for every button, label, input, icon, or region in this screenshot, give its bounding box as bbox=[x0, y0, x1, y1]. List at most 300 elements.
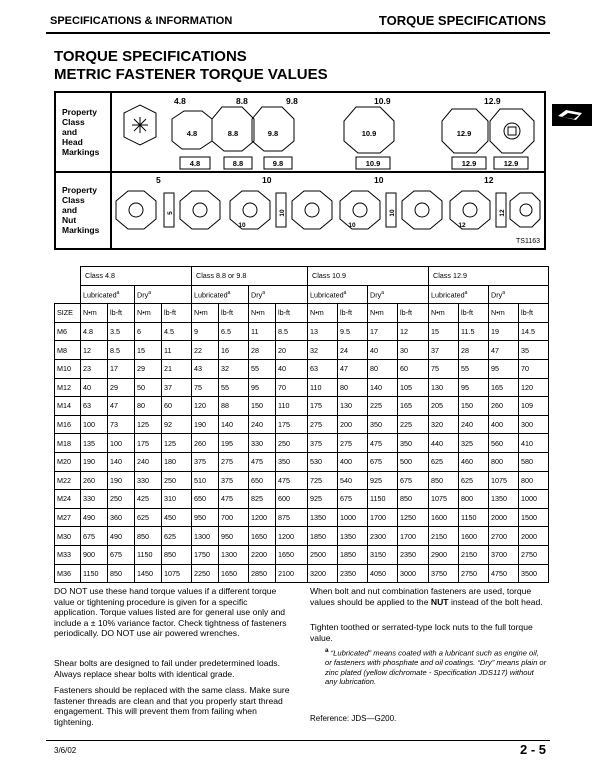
page-header bbox=[46, 12, 550, 34]
stamp-text: 12 bbox=[499, 209, 506, 217]
torque-cell: 1650 bbox=[276, 545, 308, 564]
torque-cell: 16 bbox=[219, 341, 249, 360]
torque-cell: 700 bbox=[219, 508, 249, 527]
torque-cell: 4050 bbox=[368, 564, 398, 583]
class-header: Class 8.8 or 9.8 bbox=[192, 267, 308, 286]
torque-cell: 2500 bbox=[308, 545, 338, 564]
size-cell: M12 bbox=[55, 378, 81, 397]
torque-cell: 11 bbox=[162, 341, 192, 360]
torque-cell: 925 bbox=[308, 490, 338, 509]
torque-cell: 80 bbox=[368, 359, 398, 378]
torque-cell: 310 bbox=[162, 490, 192, 509]
torque-cell: 24 bbox=[338, 341, 368, 360]
torque-cell: 190 bbox=[192, 415, 219, 434]
torque-cell: 800 bbox=[519, 471, 549, 490]
torque-cell: 500 bbox=[398, 452, 429, 471]
torque-cell: 105 bbox=[398, 378, 429, 397]
torque-cell: 900 bbox=[81, 545, 108, 564]
stamp-text: 9.8 bbox=[267, 129, 279, 138]
size-cell: M20 bbox=[55, 452, 81, 471]
torque-cell: 43 bbox=[192, 359, 219, 378]
unit-header-row bbox=[55, 304, 549, 323]
torque-cell: 925 bbox=[368, 471, 398, 490]
torque-cell: 60 bbox=[398, 359, 429, 378]
paragraph-lock-nuts: Tighten toothed or serrated-type lock nuts to the full torque value. bbox=[310, 622, 533, 643]
torque-cell: 37 bbox=[429, 341, 459, 360]
torque-cell: 1300 bbox=[192, 527, 219, 546]
torque-cell: 490 bbox=[108, 527, 135, 546]
torque-cell: 625 bbox=[135, 508, 162, 527]
torque-cell: 825 bbox=[249, 490, 276, 509]
torque-cell: 650 bbox=[249, 471, 276, 490]
torque-cell: 47 bbox=[489, 341, 519, 360]
torque-cell: 1200 bbox=[276, 527, 308, 546]
torque-cell: 109 bbox=[519, 397, 549, 416]
torque-cell: 20 bbox=[276, 341, 308, 360]
torque-cell: 110 bbox=[308, 378, 338, 397]
torque-cell: 1075 bbox=[429, 490, 459, 509]
stamp-text: 10 bbox=[348, 222, 356, 229]
torque-cell: 8.5 bbox=[276, 322, 308, 341]
page-subtitle: METRIC FASTENER TORQUE VALUES bbox=[54, 66, 328, 83]
torque-cell: 29 bbox=[108, 378, 135, 397]
torque-cell: 2350 bbox=[398, 545, 429, 564]
lube-header: Lubricated$^a$ bbox=[308, 285, 368, 304]
torque-cell: 37 bbox=[162, 378, 192, 397]
torque-cell: 35 bbox=[519, 341, 549, 360]
table-row bbox=[55, 397, 549, 416]
torque-cell: 1150 bbox=[459, 508, 489, 527]
torque-cell: 190 bbox=[108, 471, 135, 490]
torque-cell: 275 bbox=[219, 452, 249, 471]
torque-cell: 2100 bbox=[276, 564, 308, 583]
stamp-text: 10 bbox=[238, 222, 246, 229]
torque-cell: 125 bbox=[162, 434, 192, 453]
torque-cell: 410 bbox=[519, 434, 549, 453]
torque-cell: 110 bbox=[276, 397, 308, 416]
torque-cell: 1600 bbox=[459, 527, 489, 546]
torque-cell: 350 bbox=[368, 415, 398, 434]
head-markings-label: Property Class and Head Markings bbox=[62, 107, 100, 157]
torque-cell: 40 bbox=[81, 378, 108, 397]
torque-cell: 1350 bbox=[308, 508, 338, 527]
torque-cell: 530 bbox=[308, 452, 338, 471]
size-cell: M30 bbox=[55, 527, 81, 546]
torque-cell: 475 bbox=[219, 490, 249, 509]
torque-cell: 240 bbox=[459, 415, 489, 434]
page-title: TORQUE SPECIFICATIONS bbox=[54, 48, 247, 65]
torque-cell: 2250 bbox=[192, 564, 219, 583]
stamp-text: 4.8 bbox=[189, 159, 201, 168]
torque-cell: 3000 bbox=[398, 564, 429, 583]
torque-cell: 675 bbox=[108, 545, 135, 564]
dry-header: Dry$^a$ bbox=[135, 285, 192, 304]
torque-cell: 50 bbox=[135, 378, 162, 397]
torque-cell: 3150 bbox=[368, 545, 398, 564]
head-class-4-8: 4.8 bbox=[174, 96, 186, 106]
torque-cell: 11 bbox=[249, 322, 276, 341]
size-cell: M18 bbox=[55, 434, 81, 453]
torque-cell: 195 bbox=[219, 434, 249, 453]
torque-cell: 1350 bbox=[338, 527, 368, 546]
torque-cell: 2900 bbox=[429, 545, 459, 564]
torque-cell: 2200 bbox=[249, 545, 276, 564]
torque-cell: 15 bbox=[135, 341, 162, 360]
torque-cell: 1000 bbox=[338, 508, 368, 527]
torque-cell: 8.5 bbox=[108, 341, 135, 360]
class-header: Class 10.9 bbox=[308, 267, 429, 286]
torque-cell: 800 bbox=[489, 452, 519, 471]
unit-header: N•m bbox=[489, 304, 519, 323]
torque-cell: 625 bbox=[162, 527, 192, 546]
torque-cell: 70 bbox=[519, 359, 549, 378]
torque-cell: 250 bbox=[276, 434, 308, 453]
torque-cell: 80 bbox=[135, 397, 162, 416]
size-cell: M36 bbox=[55, 564, 81, 583]
torque-cell: 92 bbox=[162, 415, 192, 434]
torque-cell: 55 bbox=[459, 359, 489, 378]
torque-cell: 475 bbox=[249, 452, 276, 471]
torque-cell: 150 bbox=[459, 397, 489, 416]
size-cell: M14 bbox=[55, 397, 81, 416]
torque-cell: 32 bbox=[219, 359, 249, 378]
torque-cell: 47 bbox=[108, 397, 135, 416]
paragraph-bolt-nut: When bolt and nut combination fasteners are used, torque values should be applied to the NUT instead of the bolt head. bbox=[310, 586, 543, 607]
torque-cell: 11.5 bbox=[459, 322, 489, 341]
table-row bbox=[55, 527, 549, 546]
torque-cell: 165 bbox=[398, 397, 429, 416]
torque-cell: 1150 bbox=[81, 564, 108, 583]
size-cell: M33 bbox=[55, 545, 81, 564]
torque-cell: 240 bbox=[135, 452, 162, 471]
torque-cell: 9.5 bbox=[338, 322, 368, 341]
torque-cell: 22 bbox=[192, 341, 219, 360]
stamp-text: 10.9 bbox=[361, 129, 377, 138]
table-row bbox=[55, 415, 549, 434]
table-row bbox=[55, 508, 549, 527]
torque-cell: 1650 bbox=[249, 527, 276, 546]
torque-cell: 1350 bbox=[489, 490, 519, 509]
class-header-row bbox=[55, 267, 549, 286]
torque-cell: 625 bbox=[459, 471, 489, 490]
size-cell: M10 bbox=[55, 359, 81, 378]
torque-cell: 4.5 bbox=[162, 322, 192, 341]
torque-cell: 625 bbox=[429, 452, 459, 471]
stamp-text: 8.8 bbox=[227, 129, 239, 138]
torque-cell: 1075 bbox=[489, 471, 519, 490]
stamp-text: 12.9 bbox=[461, 159, 477, 168]
torque-cell: 55 bbox=[249, 359, 276, 378]
lube-header: Lubricated$^a$ bbox=[81, 285, 135, 304]
torque-cell: 120 bbox=[192, 397, 219, 416]
table-row bbox=[55, 564, 549, 583]
torque-cell: 4.8 bbox=[81, 322, 108, 341]
stamp-text: 9.8 bbox=[272, 159, 284, 168]
torque-cell: 30 bbox=[398, 341, 429, 360]
head-class-8-8: 8.8 bbox=[236, 96, 248, 106]
torque-cell: 460 bbox=[459, 452, 489, 471]
table-row bbox=[55, 359, 549, 378]
torque-cell: 260 bbox=[192, 434, 219, 453]
unit-header: lb-ft bbox=[519, 304, 549, 323]
torque-cell: 3500 bbox=[519, 564, 549, 583]
torque-cell: 2000 bbox=[489, 508, 519, 527]
torque-cell: 80 bbox=[338, 378, 368, 397]
property-class-markings bbox=[54, 91, 546, 250]
stamp-text: 8.8 bbox=[232, 159, 244, 168]
table-row bbox=[55, 322, 549, 341]
torque-cell: 300 bbox=[519, 415, 549, 434]
unit-header: N•m bbox=[192, 304, 219, 323]
torque-cell: 165 bbox=[489, 378, 519, 397]
torque-cell: 510 bbox=[192, 471, 219, 490]
torque-cell: 225 bbox=[398, 415, 429, 434]
torque-cell: 450 bbox=[162, 508, 192, 527]
torque-cell: 1650 bbox=[219, 564, 249, 583]
torque-cell: 1250 bbox=[398, 508, 429, 527]
torque-cell: 330 bbox=[135, 471, 162, 490]
stamp-text: 10 bbox=[279, 209, 286, 217]
torque-cell: 950 bbox=[192, 508, 219, 527]
bolt-head-markings-figure bbox=[112, 103, 542, 171]
stamp-text: 12.9 bbox=[503, 159, 519, 168]
torque-cell: 560 bbox=[489, 434, 519, 453]
table-row bbox=[55, 471, 549, 490]
torque-cell: 225 bbox=[368, 397, 398, 416]
torque-cell: 40 bbox=[276, 359, 308, 378]
stamp-text: 5 bbox=[167, 211, 174, 215]
nut-class-10-b: 10 bbox=[374, 175, 384, 185]
torque-cell: 190 bbox=[81, 452, 108, 471]
torque-cell: 1850 bbox=[338, 545, 368, 564]
torque-cell: 400 bbox=[489, 415, 519, 434]
torque-cell: 1075 bbox=[162, 564, 192, 583]
torque-cell: 2300 bbox=[368, 527, 398, 546]
lubrication-header-row bbox=[55, 285, 549, 304]
torque-cell: 2850 bbox=[249, 564, 276, 583]
torque-cell: 850 bbox=[108, 564, 135, 583]
paragraph-shear-bolts: Shear bolts are designed to fail under predetermined loads. Always replace shear bolts with identical grade. bbox=[54, 658, 280, 679]
head-class-12-9: 12.9 bbox=[484, 96, 501, 106]
torque-cell: 130 bbox=[429, 378, 459, 397]
header-topic: TORQUE SPECIFICATIONS bbox=[378, 13, 546, 28]
torque-cell: 150 bbox=[249, 397, 276, 416]
torque-cell: 2150 bbox=[459, 545, 489, 564]
torque-cell: 125 bbox=[135, 415, 162, 434]
unit-header: N•m bbox=[368, 304, 398, 323]
torque-cell: 100 bbox=[81, 415, 108, 434]
torque-cell: 425 bbox=[135, 490, 162, 509]
torque-cell: 850 bbox=[162, 545, 192, 564]
torque-cell: 2150 bbox=[429, 527, 459, 546]
torque-cell: 70 bbox=[276, 378, 308, 397]
torque-cell: 3750 bbox=[429, 564, 459, 583]
torque-cell: 95 bbox=[249, 378, 276, 397]
lube-header: Lubricated$^a$ bbox=[192, 285, 249, 304]
torque-cell: 29 bbox=[135, 359, 162, 378]
torque-cell: 120 bbox=[519, 378, 549, 397]
torque-cell: 17 bbox=[108, 359, 135, 378]
torque-cell: 140 bbox=[368, 378, 398, 397]
torque-cell: 260 bbox=[81, 471, 108, 490]
stamp-text: 4.8 bbox=[186, 129, 198, 138]
torque-cell: 15 bbox=[429, 322, 459, 341]
stamp-text: 10.9 bbox=[365, 159, 381, 168]
torque-cell: 135 bbox=[81, 434, 108, 453]
footnote-lubricated: $^a$ “Lubricated” means coated with a lubricant such as engine oil, or fasteners with phosphate and oil coatings. “Dry” means plain or zinc plated (yellow dichromate - Specification JDS117) without any lubrication. bbox=[325, 647, 547, 687]
book-tab-icon bbox=[552, 104, 592, 126]
torque-cell: 1750 bbox=[192, 545, 219, 564]
torque-cell: 95 bbox=[489, 359, 519, 378]
dry-header: Dry$^a$ bbox=[489, 285, 549, 304]
torque-cell: 275 bbox=[338, 434, 368, 453]
torque-cell: 32 bbox=[308, 341, 338, 360]
paragraph-hand-torque: DO NOT use these hand torque values if a different torque value or tightening procedure is given for a specific application. Torque values listed are for general use only and include a ± 10% variance factor. Check tightness of fasteners periodically. DO NOT use air powered wrenches. bbox=[54, 586, 287, 639]
table-row bbox=[55, 434, 549, 453]
size-cell: M6 bbox=[55, 322, 81, 341]
nut-class-10-a: 10 bbox=[262, 175, 272, 185]
torque-cell: 1150 bbox=[135, 545, 162, 564]
torque-cell: 1600 bbox=[429, 508, 459, 527]
torque-cell: 2750 bbox=[459, 564, 489, 583]
torque-cell: 12 bbox=[398, 322, 429, 341]
torque-cell: 9 bbox=[192, 322, 219, 341]
stamp-text: 10 bbox=[389, 209, 396, 217]
torque-table bbox=[54, 266, 549, 583]
dry-header: Dry$^a$ bbox=[368, 285, 429, 304]
torque-cell: 175 bbox=[135, 434, 162, 453]
nut-class-5: 5 bbox=[156, 175, 161, 185]
table-row bbox=[55, 545, 549, 564]
table-row bbox=[55, 378, 549, 397]
torque-cell: 2750 bbox=[519, 545, 549, 564]
unit-header: lb-ft bbox=[276, 304, 308, 323]
torque-cell: 17 bbox=[368, 322, 398, 341]
nut-class-12: 12 bbox=[484, 175, 494, 185]
torque-cell: 1450 bbox=[135, 564, 162, 583]
torque-cell: 240 bbox=[249, 415, 276, 434]
unit-header: N•m bbox=[81, 304, 108, 323]
torque-cell: 330 bbox=[249, 434, 276, 453]
lube-header: Lubricated$^a$ bbox=[429, 285, 489, 304]
torque-cell: 360 bbox=[108, 508, 135, 527]
torque-cell: 6.5 bbox=[219, 322, 249, 341]
torque-cell: 490 bbox=[81, 508, 108, 527]
torque-cell: 250 bbox=[108, 490, 135, 509]
torque-cell: 95 bbox=[459, 378, 489, 397]
torque-cell: 1850 bbox=[308, 527, 338, 546]
torque-cell: 14.5 bbox=[519, 322, 549, 341]
torque-cell: 19 bbox=[489, 322, 519, 341]
torque-cell: 250 bbox=[162, 471, 192, 490]
size-cell: M22 bbox=[55, 471, 81, 490]
torque-cell: 40 bbox=[368, 341, 398, 360]
table-row bbox=[55, 452, 549, 471]
torque-cell: 275 bbox=[308, 415, 338, 434]
paragraph-fastener-class: Fasteners should be replaced with the same class. Make sure fastener threads are clean and that you properly start thread engagement. This will prevent them from failing when tightening. bbox=[54, 685, 290, 727]
torque-cell: 375 bbox=[192, 452, 219, 471]
torque-cell: 675 bbox=[338, 490, 368, 509]
torque-cell: 140 bbox=[108, 452, 135, 471]
torque-cell: 60 bbox=[162, 397, 192, 416]
torque-cell: 475 bbox=[368, 434, 398, 453]
size-cell: M27 bbox=[55, 508, 81, 527]
torque-cell: 28 bbox=[249, 341, 276, 360]
reference: Reference: JDS—G200. bbox=[310, 714, 397, 723]
torque-cell: 850 bbox=[135, 527, 162, 546]
class-header: Class 4.8 bbox=[81, 267, 192, 286]
unit-header: lb-ft bbox=[398, 304, 429, 323]
stamp-text: 12 bbox=[458, 222, 466, 229]
torque-cell: 675 bbox=[398, 471, 429, 490]
torque-cell: 2700 bbox=[489, 527, 519, 546]
unit-header: N•m bbox=[249, 304, 276, 323]
torque-cell: 1000 bbox=[519, 490, 549, 509]
unit-header: lb-ft bbox=[108, 304, 135, 323]
torque-cell: 47 bbox=[338, 359, 368, 378]
torque-cell: 175 bbox=[308, 397, 338, 416]
torque-cell: 440 bbox=[429, 434, 459, 453]
unit-header: N•m bbox=[308, 304, 338, 323]
torque-cell: 3.5 bbox=[108, 322, 135, 341]
unit-header: N•m bbox=[429, 304, 459, 323]
torque-cell: 2000 bbox=[519, 527, 549, 546]
torque-cell: 800 bbox=[459, 490, 489, 509]
torque-cell: 475 bbox=[276, 471, 308, 490]
torque-cell: 6 bbox=[135, 322, 162, 341]
nut-markings-figure bbox=[112, 185, 542, 235]
torque-cell: 350 bbox=[276, 452, 308, 471]
unit-header: lb-ft bbox=[219, 304, 249, 323]
torque-cell: 260 bbox=[489, 397, 519, 416]
torque-cell: 330 bbox=[81, 490, 108, 509]
table-row bbox=[55, 490, 549, 509]
header-section: SPECIFICATIONS & INFORMATION bbox=[50, 15, 233, 27]
torque-cell: 350 bbox=[398, 434, 429, 453]
torque-cell: 13 bbox=[308, 322, 338, 341]
torque-cell: 675 bbox=[368, 452, 398, 471]
dry-header: Dry$^a$ bbox=[249, 285, 308, 304]
torque-cell: 850 bbox=[429, 471, 459, 490]
unit-header: lb-ft bbox=[338, 304, 368, 323]
torque-cell: 75 bbox=[429, 359, 459, 378]
torque-cell: 580 bbox=[519, 452, 549, 471]
torque-cell: 1200 bbox=[249, 508, 276, 527]
torque-cell: 75 bbox=[192, 378, 219, 397]
torque-cell: 12 bbox=[81, 341, 108, 360]
page-number: 2 - 5 bbox=[519, 742, 546, 757]
torque-cell: 2350 bbox=[338, 564, 368, 583]
size-cell: M24 bbox=[55, 490, 81, 509]
unit-header: N•m bbox=[135, 304, 162, 323]
torque-cell: 325 bbox=[459, 434, 489, 453]
unit-header: lb-ft bbox=[162, 304, 192, 323]
torque-cell: 1700 bbox=[398, 527, 429, 546]
torque-cell: 1300 bbox=[219, 545, 249, 564]
torque-cell: 375 bbox=[308, 434, 338, 453]
torque-cell: 650 bbox=[192, 490, 219, 509]
torque-cell: 140 bbox=[219, 415, 249, 434]
torque-cell: 180 bbox=[162, 452, 192, 471]
figure-id: TS1163 bbox=[516, 238, 540, 245]
torque-cell: 175 bbox=[276, 415, 308, 434]
torque-cell: 950 bbox=[219, 527, 249, 546]
torque-cell: 3700 bbox=[489, 545, 519, 564]
torque-cell: 21 bbox=[162, 359, 192, 378]
size-cell: M16 bbox=[55, 415, 81, 434]
torque-cell: 205 bbox=[429, 397, 459, 416]
class-header: Class 12.9 bbox=[429, 267, 549, 286]
